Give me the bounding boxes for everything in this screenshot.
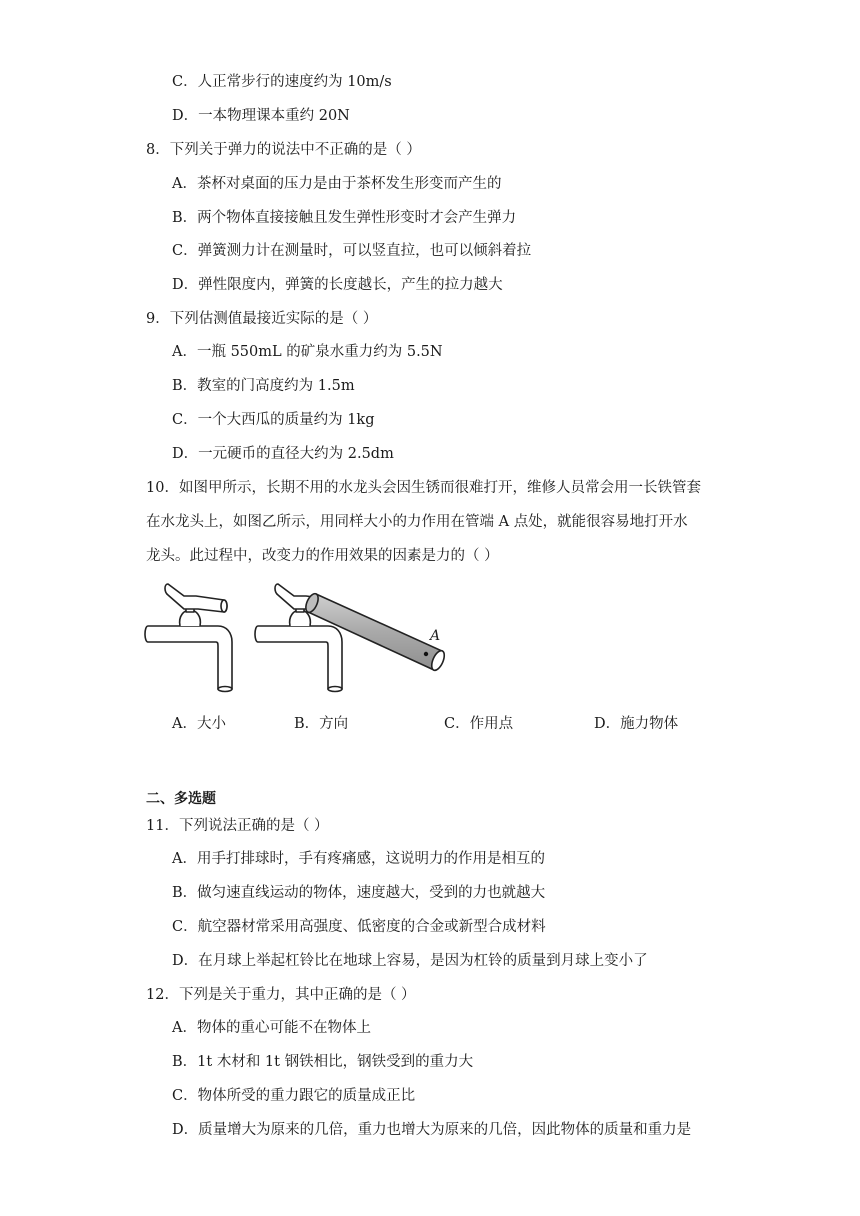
question-12-option-a: A．物体的重心可能不在物体上: [172, 1020, 371, 1036]
question-12-stem: 12．下列是关于重力，其中正确的是（ ）: [146, 987, 416, 1003]
question-8-option-a: A．茶杯对桌面的压力是由于茶杯发生形变而产生的: [172, 176, 502, 192]
question-11-option-b: B．做匀速直线运动的物体，速度越大，受到的力也就越大: [172, 885, 546, 901]
question-12-option-d: D．质量增大为原来的几倍，重力也增大为原来的几倍，因此物体的质量和重力是: [172, 1122, 692, 1138]
question-12-option-b: B．1t 木材和 1t 钢铁相比，钢铁受到的重力大: [172, 1054, 474, 1070]
question-10-option-c: C．作用点: [444, 716, 514, 732]
question-11-option-c: C．航空器材常采用高强度、低密度的合金或新型合成材料: [172, 919, 546, 935]
question-11-option-d: D．在月球上举起杠铃比在地球上容易，是因为杠铃的质量到月球上变小了: [172, 953, 648, 969]
prev-option-d: D．一本物理课本重约 20N: [172, 108, 350, 124]
question-9-option-c: C．一个大西瓜的质量约为 1kg: [172, 412, 375, 428]
question-8-option-b: B．两个物体直接接触且发生弹性形变时才会产生弹力: [172, 210, 517, 226]
question-10-line-2: 在水龙头上，如图乙所示，用同样大小的力作用在管端 A 点处，就能很容易地打开水: [146, 514, 688, 530]
faucet-figure-a: [140, 578, 240, 698]
section-title: 二、多选题: [146, 791, 216, 807]
question-11-option-a: A．用手打排球时，手有疼痛感，这说明力的作用是相互的: [172, 851, 545, 867]
question-10-line-1: 10．如图甲所示，长期不用的水龙头会因生锈而很难打开，维修人员常会用一长铁管套: [146, 480, 701, 496]
question-9-option-b: B．教室的门高度约为 1.5m: [172, 378, 355, 394]
point-a-label: A: [430, 628, 441, 644]
question-10-option-a: A．大小: [172, 716, 226, 732]
question-10-option-d: D．施力物体: [594, 716, 679, 732]
question-9-option-d: D．一元硬币的直径大约为 2.5dm: [172, 446, 394, 462]
question-9-stem: 9．下列估测值最接近实际的是（ ）: [146, 311, 378, 327]
question-8-option-c: C．弹簧测力计在测量时，可以竖直拉，也可以倾斜着拉: [172, 243, 532, 259]
question-8-stem: 8．下列关于弹力的说法中不正确的是（ ）: [146, 142, 421, 158]
question-10-line-3: 龙头。此过程中，改变力的作用效果的因素是力的（ ）: [146, 548, 499, 564]
question-12-option-c: C．物体所受的重力跟它的质量成正比: [172, 1088, 416, 1104]
prev-option-c: C．人正常步行的速度约为 10m/s: [172, 74, 392, 90]
question-11-stem: 11．下列说法正确的是（ ）: [146, 818, 329, 834]
faucet-with-pipe-figure-b: [250, 578, 460, 698]
question-8-option-d: D．弹性限度内，弹簧的长度越长，产生的拉力越大: [172, 277, 503, 293]
question-10-option-b: B．方向: [294, 716, 349, 732]
question-9-option-a: A．一瓶 550mL 的矿泉水重力约为 5.5N: [172, 344, 443, 360]
